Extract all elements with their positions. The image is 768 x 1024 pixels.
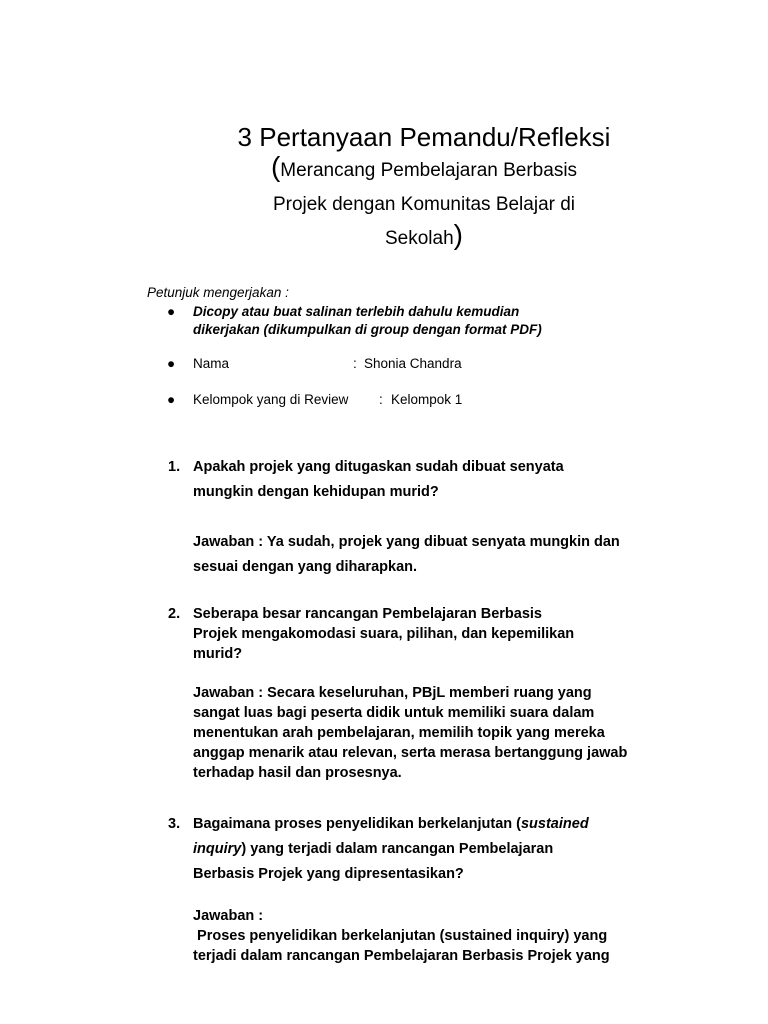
name-label: Nama <box>193 356 230 371</box>
name-colon: : <box>353 356 357 371</box>
name-field <box>193 355 462 373</box>
question-number: 2. <box>168 606 181 622</box>
instruction-note <box>193 303 542 339</box>
answer-line: terjadi dalam rancangan Pembelajaran Berbasis Projek yang <box>193 947 610 964</box>
answer-line: menentukan arah pembelajaran, memilih topik yang mereka <box>193 724 605 741</box>
instructions-label: Petunjuk mengerjakan : <box>147 285 289 300</box>
answer-line: Jawaban : Ya sudah, projek yang dibuat senyata mungkin dan <box>193 534 620 550</box>
bullet-icon: ● <box>167 356 176 371</box>
bullet-icon: ● <box>167 304 176 319</box>
group-value: Kelompok 1 <box>391 392 463 407</box>
bullet-icon: ● <box>167 392 176 407</box>
subtitle-line-1 <box>0 151 768 188</box>
question-emphasis: inquiry <box>193 841 242 857</box>
answer-line: sesuai dengan yang diharapkan. <box>193 559 418 575</box>
question-line: murid? <box>193 645 243 662</box>
question-line: Berbasis Projek yang dipresentasikan? <box>193 866 464 882</box>
instruction-note-line-1: Dicopy atau buat salinan terlebih dahulu kemudian <box>193 304 520 319</box>
question-line <box>193 812 663 837</box>
answer-line: sangat luas bagi peserta didik untuk memiliki suara dalam <box>193 705 595 722</box>
question-text: Bagaimana proses penyelidikan berkelanjutan ( <box>193 816 521 832</box>
question-number: 3. <box>168 816 181 832</box>
answer-line: Jawaban : Secara keseluruhan, PBjL memberi ruang yang <box>193 685 592 702</box>
answer-label: Jawaban : <box>193 908 264 924</box>
question-text: ) yang terjadi dalam rancangan Pembelajaran <box>241 841 554 857</box>
question-line: Projek mengakomodasi suara, pilihan, dan kepemilikan <box>193 625 575 642</box>
subtitle-text-3: Sekolah <box>385 228 454 249</box>
subtitle-open-paren: ( <box>270 151 281 182</box>
question-line: Apakah projek yang ditugaskan sudah dibuat senyata <box>193 459 564 475</box>
group-field <box>193 391 463 409</box>
page-subtitle <box>0 151 768 256</box>
answer-line: anggap menarik atau relevan, serta merasa bertanggung jawab <box>193 744 628 761</box>
question-body <box>193 605 663 783</box>
name-value: Shonia Chandra <box>364 356 462 371</box>
question-emphasis: sustained <box>520 816 589 832</box>
subtitle-text-1: Merancang Pembelajaran Berbasis <box>280 160 578 181</box>
group-colon: : <box>379 392 383 407</box>
subtitle-line-3 <box>0 219 768 256</box>
subtitle-line-2: Projek dengan Komunitas Belajar di <box>272 194 576 215</box>
question-number: 1. <box>168 459 181 475</box>
question-line: mungkin dengan kehidupan murid? <box>193 484 439 500</box>
instruction-note-line-2: dikerjakan (dikumpulkan di group dengan format PDF) <box>193 322 542 337</box>
question-line: Seberapa besar rancangan Pembelajaran Berbasis <box>193 606 542 622</box>
question-body <box>193 455 663 580</box>
page-title: 3 Pertanyaan Pemandu/Refleksi <box>237 122 611 152</box>
subtitle-close-paren: ) <box>453 219 463 250</box>
answer-line: Proses penyelidikan berkelanjutan (sustained inquiry) yang <box>193 927 608 944</box>
group-label: Kelompok yang di Review <box>193 392 349 407</box>
question-line <box>193 837 663 862</box>
answer-line: terhadap hasil dan prosesnya. <box>193 764 402 781</box>
question-body <box>193 812 663 966</box>
